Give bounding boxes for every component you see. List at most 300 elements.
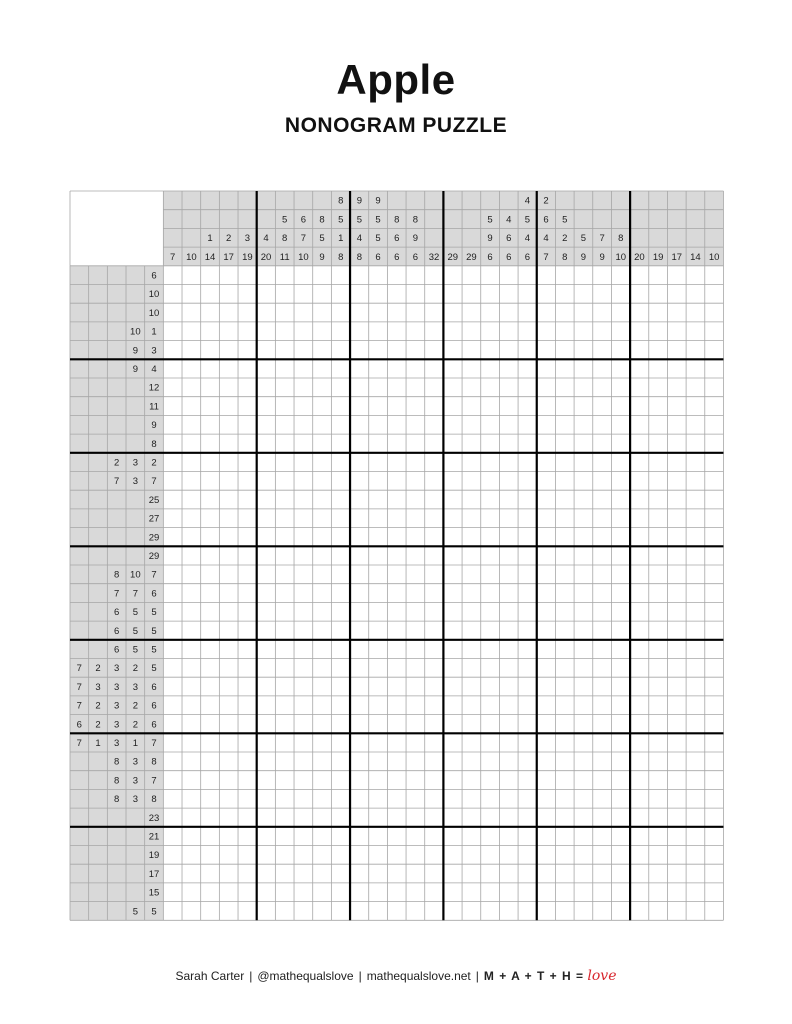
grid-cell[interactable] — [219, 359, 238, 378]
grid-cell[interactable] — [705, 864, 724, 883]
grid-cell[interactable] — [313, 677, 332, 696]
grid-cell[interactable] — [350, 453, 369, 472]
grid-cell[interactable] — [462, 621, 481, 640]
grid-cell[interactable] — [201, 434, 220, 453]
grid-cell[interactable] — [406, 621, 425, 640]
grid-cell[interactable] — [331, 359, 350, 378]
grid-cell[interactable] — [387, 696, 406, 715]
grid-cell[interactable] — [313, 322, 332, 341]
grid-cell[interactable] — [201, 266, 220, 285]
grid-cell[interactable] — [686, 397, 705, 416]
grid-cell[interactable] — [686, 696, 705, 715]
grid-cell[interactable] — [201, 322, 220, 341]
grid-cell[interactable] — [462, 528, 481, 547]
grid-cell[interactable] — [313, 640, 332, 659]
grid-cell[interactable] — [462, 453, 481, 472]
grid-cell[interactable] — [313, 827, 332, 846]
grid-cell[interactable] — [574, 696, 593, 715]
grid-cell[interactable] — [518, 789, 537, 808]
grid-cell[interactable] — [481, 864, 500, 883]
grid-cell[interactable] — [611, 266, 630, 285]
grid-cell[interactable] — [387, 509, 406, 528]
grid-cell[interactable] — [219, 565, 238, 584]
grid-cell[interactable] — [238, 789, 257, 808]
grid-cell[interactable] — [574, 490, 593, 509]
grid-cell[interactable] — [593, 584, 612, 603]
grid-cell[interactable] — [630, 902, 649, 921]
grid-cell[interactable] — [201, 378, 220, 397]
grid-cell[interactable] — [257, 696, 276, 715]
grid-cell[interactable] — [425, 602, 444, 621]
grid-cell[interactable] — [518, 902, 537, 921]
grid-cell[interactable] — [350, 864, 369, 883]
grid-cell[interactable] — [369, 827, 388, 846]
grid-cell[interactable] — [369, 359, 388, 378]
grid-cell[interactable] — [369, 285, 388, 304]
grid-cell[interactable] — [331, 584, 350, 603]
grid-cell[interactable] — [667, 789, 686, 808]
grid-cell[interactable] — [555, 789, 574, 808]
grid-cell[interactable] — [238, 472, 257, 491]
grid-cell[interactable] — [443, 415, 462, 434]
grid-cell[interactable] — [201, 397, 220, 416]
grid-cell[interactable] — [163, 359, 182, 378]
grid-cell[interactable] — [294, 528, 313, 547]
grid-cell[interactable] — [518, 771, 537, 790]
grid-cell[interactable] — [275, 640, 294, 659]
grid-cell[interactable] — [275, 266, 294, 285]
grid-cell[interactable] — [649, 546, 668, 565]
grid-cell[interactable] — [649, 322, 668, 341]
grid-cell[interactable] — [481, 415, 500, 434]
grid-cell[interactable] — [443, 715, 462, 734]
grid-cell[interactable] — [219, 509, 238, 528]
grid-cell[interactable] — [238, 733, 257, 752]
grid-cell[interactable] — [163, 565, 182, 584]
grid-cell[interactable] — [630, 472, 649, 491]
grid-cell[interactable] — [574, 509, 593, 528]
grid-cell[interactable] — [350, 546, 369, 565]
grid-cell[interactable] — [406, 808, 425, 827]
grid-cell[interactable] — [350, 415, 369, 434]
grid-cell[interactable] — [163, 472, 182, 491]
grid-cell[interactable] — [201, 303, 220, 322]
grid-cell[interactable] — [238, 864, 257, 883]
grid-cell[interactable] — [649, 696, 668, 715]
grid-cell[interactable] — [182, 415, 201, 434]
grid-cell[interactable] — [443, 322, 462, 341]
grid-cell[interactable] — [686, 771, 705, 790]
grid-cell[interactable] — [574, 808, 593, 827]
grid-cell[interactable] — [518, 883, 537, 902]
grid-cell[interactable] — [499, 359, 518, 378]
grid-cell[interactable] — [686, 303, 705, 322]
grid-cell[interactable] — [406, 771, 425, 790]
grid-cell[interactable] — [275, 771, 294, 790]
grid-cell[interactable] — [406, 883, 425, 902]
grid-cell[interactable] — [593, 677, 612, 696]
grid-cell[interactable] — [593, 359, 612, 378]
grid-cell[interactable] — [275, 341, 294, 360]
grid-cell[interactable] — [630, 546, 649, 565]
grid-cell[interactable] — [238, 285, 257, 304]
grid-cell[interactable] — [537, 808, 556, 827]
grid-cell[interactable] — [275, 415, 294, 434]
grid-cell[interactable] — [555, 602, 574, 621]
grid-cell[interactable] — [313, 659, 332, 678]
grid-cell[interactable] — [611, 808, 630, 827]
grid-cell[interactable] — [611, 472, 630, 491]
grid-cell[interactable] — [705, 715, 724, 734]
grid-cell[interactable] — [313, 789, 332, 808]
grid-cell[interactable] — [667, 528, 686, 547]
grid-cell[interactable] — [667, 640, 686, 659]
grid-cell[interactable] — [350, 322, 369, 341]
grid-cell[interactable] — [499, 602, 518, 621]
grid-cell[interactable] — [369, 303, 388, 322]
grid-cell[interactable] — [313, 752, 332, 771]
grid-cell[interactable] — [182, 846, 201, 865]
grid-cell[interactable] — [425, 322, 444, 341]
grid-cell[interactable] — [350, 584, 369, 603]
grid-cell[interactable] — [331, 771, 350, 790]
grid-cell[interactable] — [537, 846, 556, 865]
grid-cell[interactable] — [574, 434, 593, 453]
grid-cell[interactable] — [238, 266, 257, 285]
grid-cell[interactable] — [182, 565, 201, 584]
grid-cell[interactable] — [462, 902, 481, 921]
grid-cell[interactable] — [499, 285, 518, 304]
grid-cell[interactable] — [499, 621, 518, 640]
grid-cell[interactable] — [350, 715, 369, 734]
grid-cell[interactable] — [462, 490, 481, 509]
grid-cell[interactable] — [481, 528, 500, 547]
grid-cell[interactable] — [313, 434, 332, 453]
grid-cell[interactable] — [331, 733, 350, 752]
grid-cell[interactable] — [331, 846, 350, 865]
grid-cell[interactable] — [257, 902, 276, 921]
grid-cell[interactable] — [593, 808, 612, 827]
grid-cell[interactable] — [425, 490, 444, 509]
grid-cell[interactable] — [425, 434, 444, 453]
grid-cell[interactable] — [537, 696, 556, 715]
grid-cell[interactable] — [294, 846, 313, 865]
grid-cell[interactable] — [350, 528, 369, 547]
grid-cell[interactable] — [499, 509, 518, 528]
grid-cell[interactable] — [201, 827, 220, 846]
grid-cell[interactable] — [163, 322, 182, 341]
grid-cell[interactable] — [593, 303, 612, 322]
grid-cell[interactable] — [574, 883, 593, 902]
grid-cell[interactable] — [555, 378, 574, 397]
grid-cell[interactable] — [257, 509, 276, 528]
grid-cell[interactable] — [387, 565, 406, 584]
grid-cell[interactable] — [387, 808, 406, 827]
grid-cell[interactable] — [462, 808, 481, 827]
grid-cell[interactable] — [686, 659, 705, 678]
grid-cell[interactable] — [574, 584, 593, 603]
grid-cell[interactable] — [667, 303, 686, 322]
grid-cell[interactable] — [667, 472, 686, 491]
grid-cell[interactable] — [350, 733, 369, 752]
grid-cell[interactable] — [574, 640, 593, 659]
grid-cell[interactable] — [443, 303, 462, 322]
grid-cell[interactable] — [611, 453, 630, 472]
grid-cell[interactable] — [406, 733, 425, 752]
grid-cell[interactable] — [686, 584, 705, 603]
grid-cell[interactable] — [537, 266, 556, 285]
grid-cell[interactable] — [294, 584, 313, 603]
grid-cell[interactable] — [425, 509, 444, 528]
grid-cell[interactable] — [649, 490, 668, 509]
grid-cell[interactable] — [443, 341, 462, 360]
grid-cell[interactable] — [499, 752, 518, 771]
grid-cell[interactable] — [425, 359, 444, 378]
grid-cell[interactable] — [257, 434, 276, 453]
grid-cell[interactable] — [406, 285, 425, 304]
grid-cell[interactable] — [649, 902, 668, 921]
grid-cell[interactable] — [369, 490, 388, 509]
grid-cell[interactable] — [219, 621, 238, 640]
grid-cell[interactable] — [182, 434, 201, 453]
grid-cell[interactable] — [163, 546, 182, 565]
grid-cell[interactable] — [275, 565, 294, 584]
grid-cell[interactable] — [369, 752, 388, 771]
grid-cell[interactable] — [481, 771, 500, 790]
grid-cell[interactable] — [630, 808, 649, 827]
grid-cell[interactable] — [294, 902, 313, 921]
grid-cell[interactable] — [667, 434, 686, 453]
grid-cell[interactable] — [294, 472, 313, 491]
grid-cell[interactable] — [238, 303, 257, 322]
grid-cell[interactable] — [649, 509, 668, 528]
grid-cell[interactable] — [630, 285, 649, 304]
grid-cell[interactable] — [257, 584, 276, 603]
grid-cell[interactable] — [518, 827, 537, 846]
grid-cell[interactable] — [257, 285, 276, 304]
grid-cell[interactable] — [331, 715, 350, 734]
grid-cell[interactable] — [182, 303, 201, 322]
grid-cell[interactable] — [201, 677, 220, 696]
grid-cell[interactable] — [705, 546, 724, 565]
grid-cell[interactable] — [518, 584, 537, 603]
grid-cell[interactable] — [387, 266, 406, 285]
grid-cell[interactable] — [518, 733, 537, 752]
grid-cell[interactable] — [667, 883, 686, 902]
grid-cell[interactable] — [163, 808, 182, 827]
grid-cell[interactable] — [275, 883, 294, 902]
grid-cell[interactable] — [630, 846, 649, 865]
grid-cell[interactable] — [443, 902, 462, 921]
grid-cell[interactable] — [555, 846, 574, 865]
grid-cell[interactable] — [499, 341, 518, 360]
grid-cell[interactable] — [369, 546, 388, 565]
grid-cell[interactable] — [425, 472, 444, 491]
grid-cell[interactable] — [294, 640, 313, 659]
grid-cell[interactable] — [387, 528, 406, 547]
grid-cell[interactable] — [462, 266, 481, 285]
grid-cell[interactable] — [350, 434, 369, 453]
grid-cell[interactable] — [630, 528, 649, 547]
grid-cell[interactable] — [518, 677, 537, 696]
grid-cell[interactable] — [574, 378, 593, 397]
grid-cell[interactable] — [331, 341, 350, 360]
grid-cell[interactable] — [275, 902, 294, 921]
grid-cell[interactable] — [518, 472, 537, 491]
grid-cell[interactable] — [649, 602, 668, 621]
grid-cell[interactable] — [686, 546, 705, 565]
grid-cell[interactable] — [705, 490, 724, 509]
grid-cell[interactable] — [649, 266, 668, 285]
grid-cell[interactable] — [182, 789, 201, 808]
grid-cell[interactable] — [238, 490, 257, 509]
grid-cell[interactable] — [294, 509, 313, 528]
grid-cell[interactable] — [350, 602, 369, 621]
grid-cell[interactable] — [499, 827, 518, 846]
grid-cell[interactable] — [294, 771, 313, 790]
grid-cell[interactable] — [443, 490, 462, 509]
grid-cell[interactable] — [611, 864, 630, 883]
grid-cell[interactable] — [443, 621, 462, 640]
grid-cell[interactable] — [705, 415, 724, 434]
grid-cell[interactable] — [201, 472, 220, 491]
grid-cell[interactable] — [611, 378, 630, 397]
grid-cell[interactable] — [555, 659, 574, 678]
grid-cell[interactable] — [499, 453, 518, 472]
grid-cell[interactable] — [182, 677, 201, 696]
grid-cell[interactable] — [537, 771, 556, 790]
grid-cell[interactable] — [499, 808, 518, 827]
grid-cell[interactable] — [201, 752, 220, 771]
grid-cell[interactable] — [425, 752, 444, 771]
grid-cell[interactable] — [537, 303, 556, 322]
grid-cell[interactable] — [238, 902, 257, 921]
grid-cell[interactable] — [182, 453, 201, 472]
grid-cell[interactable] — [667, 322, 686, 341]
grid-cell[interactable] — [294, 621, 313, 640]
grid-cell[interactable] — [313, 528, 332, 547]
grid-cell[interactable] — [182, 659, 201, 678]
grid-cell[interactable] — [182, 397, 201, 416]
grid-cell[interactable] — [499, 659, 518, 678]
grid-cell[interactable] — [313, 696, 332, 715]
grid-cell[interactable] — [649, 434, 668, 453]
grid-cell[interactable] — [369, 565, 388, 584]
grid-cell[interactable] — [481, 397, 500, 416]
grid-cell[interactable] — [649, 808, 668, 827]
grid-cell[interactable] — [574, 546, 593, 565]
grid-cell[interactable] — [350, 696, 369, 715]
grid-cell[interactable] — [593, 434, 612, 453]
grid-cell[interactable] — [630, 303, 649, 322]
grid-cell[interactable] — [537, 359, 556, 378]
grid-cell[interactable] — [369, 472, 388, 491]
grid-cell[interactable] — [369, 677, 388, 696]
grid-cell[interactable] — [163, 584, 182, 603]
grid-cell[interactable] — [630, 378, 649, 397]
grid-cell[interactable] — [499, 528, 518, 547]
grid-cell[interactable] — [611, 397, 630, 416]
grid-cell[interactable] — [257, 378, 276, 397]
grid-cell[interactable] — [667, 827, 686, 846]
grid-cell[interactable] — [667, 359, 686, 378]
grid-cell[interactable] — [182, 808, 201, 827]
grid-cell[interactable] — [331, 696, 350, 715]
grid-cell[interactable] — [555, 677, 574, 696]
grid-cell[interactable] — [350, 341, 369, 360]
grid-cell[interactable] — [350, 266, 369, 285]
grid-cell[interactable] — [630, 789, 649, 808]
grid-cell[interactable] — [537, 341, 556, 360]
grid-cell[interactable] — [406, 864, 425, 883]
grid-cell[interactable] — [611, 322, 630, 341]
grid-cell[interactable] — [481, 303, 500, 322]
grid-cell[interactable] — [238, 846, 257, 865]
grid-cell[interactable] — [294, 715, 313, 734]
grid-cell[interactable] — [667, 565, 686, 584]
grid-cell[interactable] — [201, 640, 220, 659]
grid-cell[interactable] — [481, 733, 500, 752]
grid-cell[interactable] — [238, 827, 257, 846]
grid-cell[interactable] — [275, 528, 294, 547]
grid-cell[interactable] — [649, 397, 668, 416]
grid-cell[interactable] — [369, 640, 388, 659]
grid-cell[interactable] — [275, 846, 294, 865]
grid-cell[interactable] — [630, 715, 649, 734]
grid-cell[interactable] — [275, 789, 294, 808]
grid-cell[interactable] — [518, 322, 537, 341]
grid-cell[interactable] — [406, 528, 425, 547]
grid-cell[interactable] — [630, 266, 649, 285]
grid-cell[interactable] — [275, 733, 294, 752]
grid-cell[interactable] — [331, 808, 350, 827]
grid-cell[interactable] — [462, 827, 481, 846]
grid-cell[interactable] — [219, 341, 238, 360]
grid-cell[interactable] — [257, 341, 276, 360]
grid-cell[interactable] — [481, 715, 500, 734]
grid-cell[interactable] — [649, 584, 668, 603]
grid-cell[interactable] — [313, 266, 332, 285]
grid-cell[interactable] — [443, 808, 462, 827]
grid-cell[interactable] — [443, 789, 462, 808]
grid-cell[interactable] — [219, 846, 238, 865]
grid-cell[interactable] — [182, 528, 201, 547]
grid-cell[interactable] — [331, 827, 350, 846]
grid-cell[interactable] — [705, 584, 724, 603]
grid-cell[interactable] — [443, 453, 462, 472]
grid-cell[interactable] — [537, 733, 556, 752]
grid-cell[interactable] — [201, 864, 220, 883]
grid-cell[interactable] — [649, 528, 668, 547]
grid-cell[interactable] — [537, 528, 556, 547]
grid-cell[interactable] — [630, 827, 649, 846]
grid-cell[interactable] — [331, 453, 350, 472]
grid-cell[interactable] — [518, 565, 537, 584]
grid-cell[interactable] — [425, 715, 444, 734]
grid-cell[interactable] — [555, 715, 574, 734]
grid-cell[interactable] — [555, 902, 574, 921]
grid-cell[interactable] — [350, 771, 369, 790]
grid-cell[interactable] — [574, 752, 593, 771]
grid-cell[interactable] — [331, 303, 350, 322]
grid-cell[interactable] — [686, 864, 705, 883]
grid-cell[interactable] — [555, 266, 574, 285]
grid-cell[interactable] — [443, 584, 462, 603]
grid-cell[interactable] — [686, 752, 705, 771]
grid-cell[interactable] — [705, 696, 724, 715]
grid-cell[interactable] — [313, 509, 332, 528]
grid-cell[interactable] — [425, 266, 444, 285]
